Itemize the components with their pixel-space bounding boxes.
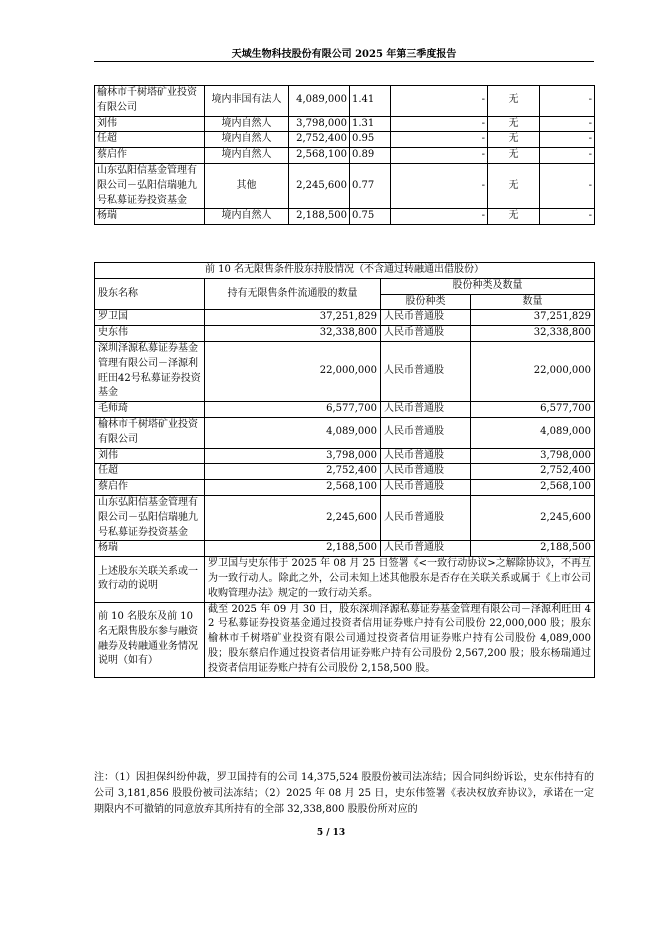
section-title: 前 10 名无限售条件股东持股情况（不含通过转融通出借股份） [95,263,595,279]
shareholder-name: 山东弘阳信基金管理有限公司－弘阳信瑞驰九号私募证券投资基金 [95,495,205,540]
shareholder-name: 深圳泽源私募证券基金管理有限公司－泽源利旺田42号私募证券投资基金 [95,341,205,401]
shareholder-nature: 境内非国有法人 [205,86,289,117]
share-amount: 2,188,500 [471,541,595,557]
table-row [95,326,595,342]
shares-held: 2,188,500 [289,209,350,225]
table-row [95,163,595,208]
shareholder-name: 任超 [95,132,205,148]
share-kind: 人民币普通股 [381,326,471,342]
table-row [95,116,595,132]
share-amount: 4,089,000 [471,417,595,448]
shares-held: 3,798,000 [289,116,350,132]
pledge-status: 无 [488,209,540,225]
share-ratio: 0.89 [350,148,391,164]
shares-held: 2,245,600 [289,163,350,208]
table-row [95,148,595,164]
share-kind: 人民币普通股 [381,402,471,418]
shares-held: 2,568,100 [289,148,350,164]
share-kind: 人民币普通股 [381,495,471,540]
table-row [95,480,595,496]
share-ratio: 1.31 [350,116,391,132]
relation-row [95,557,595,602]
table-row [95,541,595,557]
unrestricted-qty: 2,752,400 [205,464,381,480]
pledge-status: 无 [488,148,540,164]
unrestricted-qty: 6,577,700 [205,402,381,418]
share-kind: 人民币普通股 [381,417,471,448]
restricted-shares: - [391,163,488,208]
pledge-qty: - [540,163,595,208]
section-title-row [95,263,595,279]
unrestricted-qty: 3,798,000 [205,448,381,464]
pledge-status: 无 [488,116,540,132]
restricted-shares: - [391,209,488,225]
unrestricted-qty: 32,338,800 [205,326,381,342]
margin-trading-text: 截至 2025 年 09 月 30 日，股东深圳泽源私募证券基金管理有限公司－泽源利旺田 42 号私募证券投资基金通过投资者信用证券账户持有公司股份 22,000,000 股；股东榆林市千树塔矿业投资有限公司通过投资者信用证券账户持有公司股份 4,089,000 股；股东蔡启作通过投资者信用证券账户持有公司股份 2,567,200 股；股东杨瑞通过投资者信用证券账户持有公司股份 2,158,500 股。 [205,602,595,677]
share-kind: 人民币普通股 [381,341,471,401]
shareholder-nature: 境内自然人 [205,116,289,132]
unrestricted-qty: 4,089,000 [205,417,381,448]
table-row [95,448,595,464]
margin-trading-label: 前 10 名股东及前 10 名无限售股东参与融资融券及转融通业务情况说明（如有） [95,602,205,677]
shares-held: 4,089,000 [289,86,350,117]
unrestricted-qty: 2,245,600 [205,495,381,540]
shareholder-name: 任超 [95,464,205,480]
share-kind: 人民币普通股 [381,541,471,557]
shareholder-nature: 境内自然人 [205,148,289,164]
shareholder-name: 刘伟 [95,448,205,464]
shareholder-name: 杨瑞 [95,541,205,557]
shareholder-name: 山东弘阳信基金管理有限公司－弘阳信瑞驰九号私募证券投资基金 [95,163,205,208]
header-divider [94,61,594,62]
share-ratio: 0.77 [350,163,391,208]
page-number: 5 / 13 [316,828,346,838]
pledge-status: 无 [488,86,540,117]
share-amount: 2,568,100 [471,480,595,496]
share-kind: 人民币普通股 [381,464,471,480]
share-amount: 2,245,600 [471,495,595,540]
unrestricted-qty: 22,000,000 [205,341,381,401]
shareholder-name: 罗卫国 [95,310,205,326]
shareholder-name: 毛师琦 [95,402,205,418]
pledge-qty: - [540,86,595,117]
share-amount: 32,338,800 [471,326,595,342]
col-header-amount: 数量 [471,294,595,310]
share-amount: 37,251,829 [471,310,595,326]
restricted-shares: - [391,116,488,132]
pledge-qty: - [540,209,595,225]
restricted-shares: - [391,132,488,148]
relation-label: 上述股东关联关系或一致行动的说明 [95,557,205,602]
page-header-title: 天域生物科技股份有限公司 2025 年第三季度报告 [231,49,457,60]
share-amount: 22,000,000 [471,341,595,401]
share-amount: 3,798,000 [471,448,595,464]
table-row [95,310,595,326]
share-amount: 2,752,400 [471,464,595,480]
margin-trading-row [95,602,595,677]
shareholder-name: 杨瑞 [95,209,205,225]
unrestricted-qty: 37,251,829 [205,310,381,326]
share-ratio: 1.41 [350,86,391,117]
header-row [95,278,595,294]
table-row [95,86,595,117]
shareholder-nature: 其他 [205,163,289,208]
pledge-qty: - [540,148,595,164]
share-ratio: 0.95 [350,132,391,148]
pledge-status: 无 [488,132,540,148]
restricted-shares: - [391,86,488,117]
shareholder-name: 榆林市千树塔矿业投资有限公司 [95,417,205,448]
col-header-kind-group: 股份种类及数量 [381,278,595,294]
table-row [95,209,595,225]
shareholder-name: 史东伟 [95,326,205,342]
table-row [95,402,595,418]
restricted-shares: - [391,148,488,164]
unrestricted-shareholders-table [94,262,595,678]
relation-text: 罗卫国与史东伟于 2025 年 08 月 25 日签署《<一致行动协议>之解除协议》，不再互为一致行动人。除此之外，公司未知上述其他股东是否存在关联关系或属于《上市公司收购管理办法》规定的一致行动关系。 [205,557,595,602]
share-kind: 人民币普通股 [381,448,471,464]
shareholder-name: 蔡启作 [95,148,205,164]
pledge-qty: - [540,116,595,132]
table-row [95,464,595,480]
table-row [95,132,595,148]
table-row [95,417,595,448]
shareholder-nature: 境内自然人 [205,132,289,148]
share-ratio: 0.75 [350,209,391,225]
table-row [95,495,595,540]
pledge-qty: - [540,132,595,148]
shareholder-name: 蔡启作 [95,480,205,496]
table-row [95,341,595,401]
share-amount: 6,577,700 [471,402,595,418]
footnote: 注：（1）因担保纠纷仲裁，罗卫国持有的公司 14,375,524 股股份被司法冻结；因合同纠纷诉讼，史东伟持有的公司 3,181,856 股股份被司法冻结；（2）2025 年 08 月 25 日，史东伟签署《表决权放弃协议》，承诺在一定期限内不可撤销的同意放弃其所持有的全部 32,338,800 股股份所对应的 [94,772,594,815]
pledge-status: 无 [488,163,540,208]
col-header-qty: 持有无限售条件流通股的数量 [205,278,381,310]
shareholder-name: 刘伟 [95,116,205,132]
col-header-kind: 股份种类 [381,294,471,310]
col-header-name: 股东名称 [95,278,205,310]
shareholder-name: 榆林市千树塔矿业投资有限公司 [95,86,205,117]
unrestricted-qty: 2,188,500 [205,541,381,557]
shareholder-nature: 境内自然人 [205,209,289,225]
share-kind: 人民币普通股 [381,480,471,496]
top10-shareholders-table [94,85,595,225]
shares-held: 2,752,400 [289,132,350,148]
share-kind: 人民币普通股 [381,310,471,326]
unrestricted-qty: 2,568,100 [205,480,381,496]
